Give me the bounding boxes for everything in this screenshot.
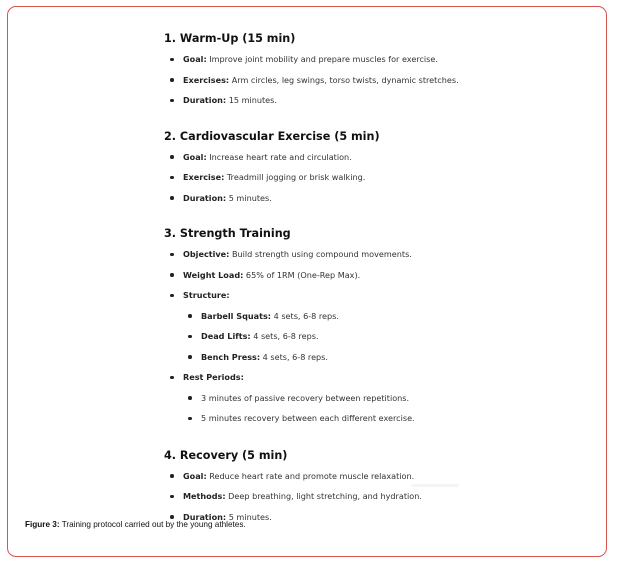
list-item xyxy=(164,94,584,115)
faint-divider xyxy=(411,484,459,487)
list-item xyxy=(164,310,584,331)
item-text: Improve joint mobility and prepare muscles for exercise. xyxy=(206,54,438,64)
item-text: 65% of 1RM (One-Rep Max). xyxy=(243,269,361,280)
strength-list xyxy=(164,248,584,433)
item-text: 4 sets, 6-8 reps. xyxy=(260,351,328,362)
item-label: Dead Lifts: xyxy=(201,331,251,341)
item-text: Increase heart rate and circulation. xyxy=(206,151,352,162)
section-title-warm-up: 1. Warm-Up (15 min) xyxy=(164,32,296,45)
list-item xyxy=(164,392,584,413)
item-label: Weight Load: xyxy=(183,269,244,280)
item-text: 3 minutes of passive recovery between repetitions. xyxy=(201,392,410,403)
item-label: Objective: xyxy=(183,249,230,259)
cardio-list xyxy=(164,151,584,213)
list-item xyxy=(164,412,584,433)
item-text: Arm circles, leg swings, torso twists, dynamic stretches. xyxy=(229,74,459,85)
list-item xyxy=(164,151,584,172)
item-label: Goal: xyxy=(183,54,207,64)
item-label: Structure: xyxy=(183,290,230,300)
list-item xyxy=(164,269,584,290)
item-text: 5 minutes recovery between each different exercise. xyxy=(201,413,415,423)
item-text: 4 sets, 6-8 reps. xyxy=(271,310,339,321)
item-text: 15 minutes. xyxy=(226,95,277,105)
training-protocol xyxy=(164,30,584,531)
figure-caption xyxy=(25,520,246,529)
list-item xyxy=(164,192,584,213)
item-label: Duration: xyxy=(183,192,227,203)
caption-text: Training protocol carried out by the young athletes. xyxy=(59,520,246,529)
item-text: 5 minutes. xyxy=(226,192,272,203)
item-label: Goal: xyxy=(183,470,207,481)
list-item xyxy=(164,371,584,392)
list-item xyxy=(164,289,584,310)
list-item xyxy=(164,171,584,192)
warm-up-list xyxy=(164,53,584,115)
item-label: Goal: xyxy=(183,151,207,162)
item-label: Exercises: xyxy=(183,74,230,85)
item-label: Exercise: xyxy=(183,172,225,182)
item-label: Bench Press: xyxy=(201,351,261,362)
item-text: Treadmill jogging or brisk walking. xyxy=(224,172,366,182)
list-item xyxy=(164,470,584,491)
item-text: Reduce heart rate and promote muscle relaxation. xyxy=(206,470,415,481)
item-label: Duration: xyxy=(183,95,227,105)
item-text: Deep breathing, light stretching, and hydration. xyxy=(225,491,422,501)
list-item xyxy=(164,330,584,351)
item-label: Barbell Squats: xyxy=(201,310,272,321)
item-text: 5 minutes. xyxy=(226,511,272,522)
item-text: Build strength using compound movements. xyxy=(229,249,412,259)
caption-label: Figure 3: xyxy=(25,520,60,529)
list-item xyxy=(164,74,584,95)
section-title-cardio: 2. Cardiovascular Exercise (5 min) xyxy=(164,129,380,143)
list-item xyxy=(164,351,584,372)
list-item xyxy=(164,490,584,511)
item-label: Duration: xyxy=(183,511,227,522)
item-text: 4 sets, 6-8 reps. xyxy=(250,331,319,341)
section-title-recovery: 4. Recovery (5 min) xyxy=(164,448,288,462)
item-label: Rest Periods: xyxy=(183,372,244,382)
item-label: Methods: xyxy=(183,491,226,501)
list-item xyxy=(164,53,584,74)
list-item xyxy=(164,248,584,269)
section-title-strength: 3. Strength Training xyxy=(164,227,291,240)
